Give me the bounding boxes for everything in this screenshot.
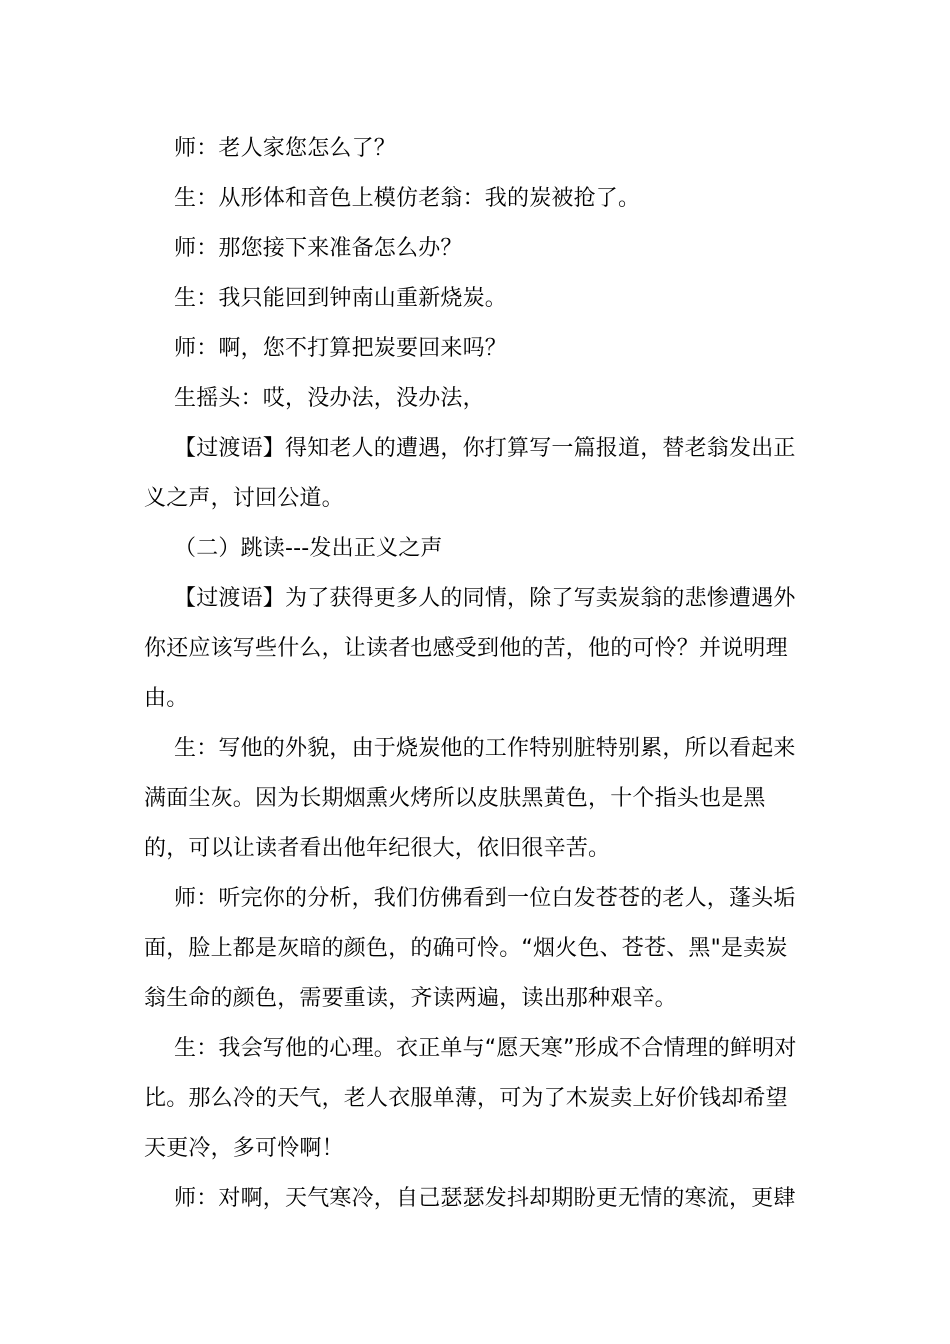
dialogue-paragraph: 生：我会写他的心理。衣正单与“愿天寒”形成不合情理的鲜明对比。那么冷的天气，老人衣服单薄，可为了木炭卖上好价钱却希望天更冷，多可怜啊！ xyxy=(144,1036,797,1161)
dialogue-line: 生：从形体和音色上模仿老翁：我的炭被抢了。 xyxy=(174,186,641,211)
transition-paragraph: 【过渡语】得知老人的遭遇，你打算写一篇报道，替老翁发出正义之声，讨回公道。 xyxy=(144,436,796,511)
transition-paragraph: 【过渡语】为了获得更多人的同情，除了写卖炭翁的悲惨遭遇外你还应该写些什么，让读者也感受到他的苦，他的可怜？并说明理由。 xyxy=(144,586,796,711)
dialogue-line: 师：那您接下来准备怎么办？ xyxy=(174,236,463,261)
dialogue-line: 生：我只能回到钟南山重新烧炭。 xyxy=(174,286,508,311)
dialogue-line: 生摇头：哎，没办法，没办法， xyxy=(174,386,485,411)
dialogue-paragraph: 师：听完你的分析，我们仿佛看到一位白发苍苍的老人，蓬头垢面，脸上都是灰暗的颜色，的确可怜。“烟火色、苍苍、黑"是卖炭翁生命的颜色，需要重读，齐读两遍，读出那种艰辛。 xyxy=(144,886,796,1011)
dialogue-paragraph: 师：对啊，天气寒冷，自己瑟瑟发抖却期盼更无情的寒流，更肆 xyxy=(174,1186,796,1211)
dialogue-line: 师：老人家您怎么了？ xyxy=(174,136,397,161)
dialogue-paragraph: 生：写他的外貌，由于烧炭他的工作特别脏特别累，所以看起来满面尘灰。因为长期烟熏火烤所以皮肤黑黄色，十个指头也是黑的，可以让读者看出他年纪很大，依旧很辛苦。 xyxy=(144,736,796,861)
dialogue-line: 师：啊，您不打算把炭要回来吗？ xyxy=(174,336,508,361)
document-body xyxy=(144,124,808,1224)
section-heading: （二）跳读---发出正义之声 xyxy=(174,536,443,561)
